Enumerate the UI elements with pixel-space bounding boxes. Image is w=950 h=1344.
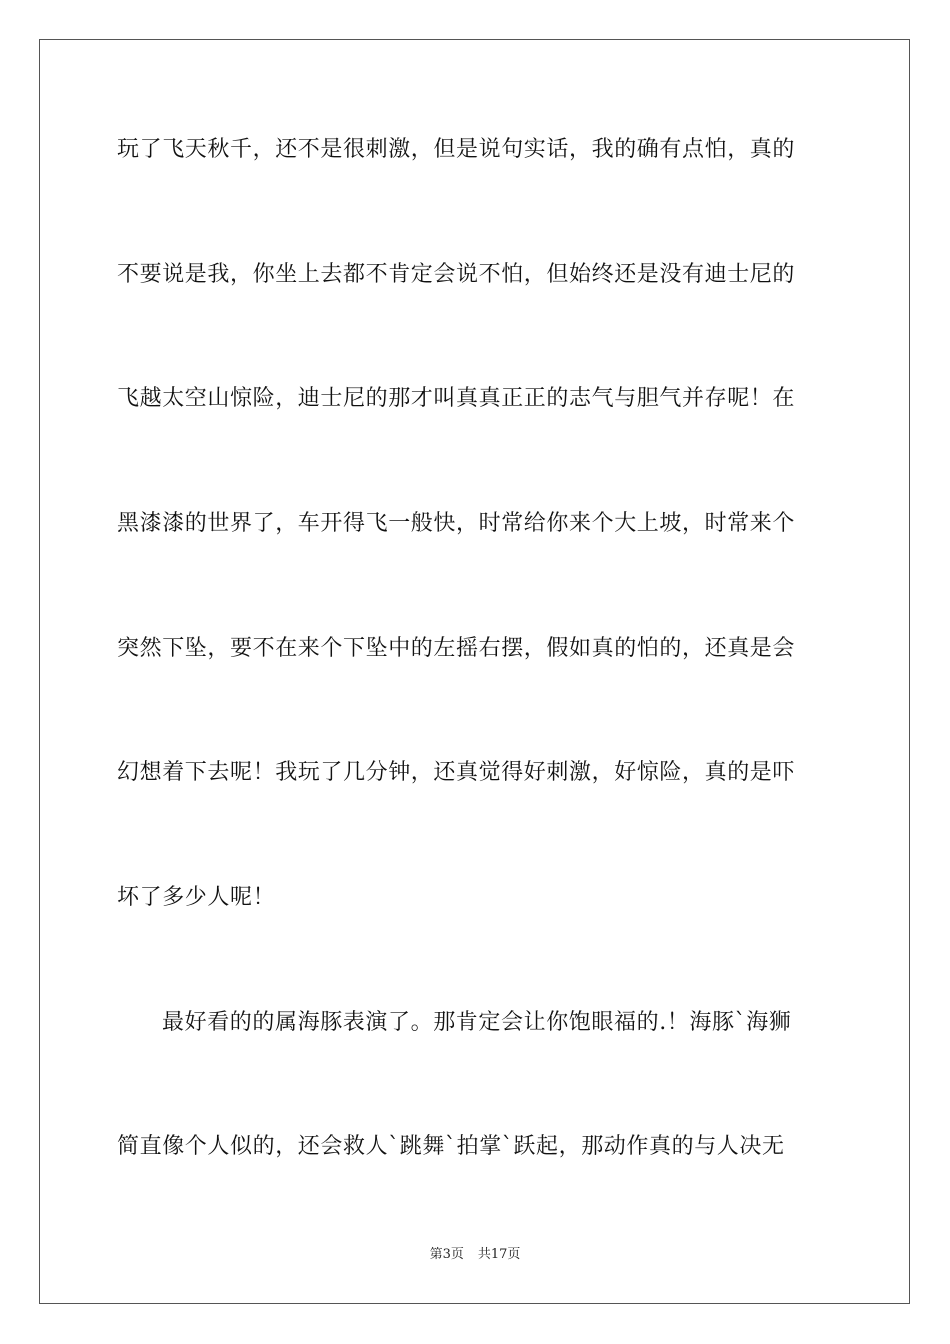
body-text-line: 飞越太空山惊险，迪士尼的那才叫真真正正的志气与胆气并存呢！在 xyxy=(117,386,796,411)
body-text-line: 玩了飞天秋千，还不是很刺激，但是说句实话，我的确有点怕，真的 xyxy=(117,137,796,162)
page-footer xyxy=(0,1246,950,1264)
paragraph-start-line: 最好看的的属海豚表演了。那肯定会让你饱眼福的.！海豚`海狮 xyxy=(162,1010,792,1035)
page-number: 第3页 xyxy=(429,1247,464,1262)
body-text-line: 不要说是我，你坐上去都不肯定会说不怕，但始终还是没有迪士尼的 xyxy=(117,262,796,287)
total-pages: 共17页 xyxy=(477,1247,521,1262)
body-text-line: 黑漆漆的世界了，车开得飞一般快，时常给你来个大上坡，时常来个 xyxy=(117,511,796,536)
body-text-line: 突然下坠，要不在来个下坠中的左摇右摆，假如真的怕的，还真是会 xyxy=(117,636,796,661)
body-text-line: 幻想着下去呢！我玩了几分钟，还真觉得好刺激，好惊险，真的是吓 xyxy=(117,760,796,785)
page-frame xyxy=(39,39,910,1304)
body-text-line: 简直像个人似的，还会救人`跳舞`拍掌`跃起，那动作真的与人决无 xyxy=(117,1134,785,1159)
body-text-line: 坏了多少人呢！ xyxy=(117,885,276,910)
